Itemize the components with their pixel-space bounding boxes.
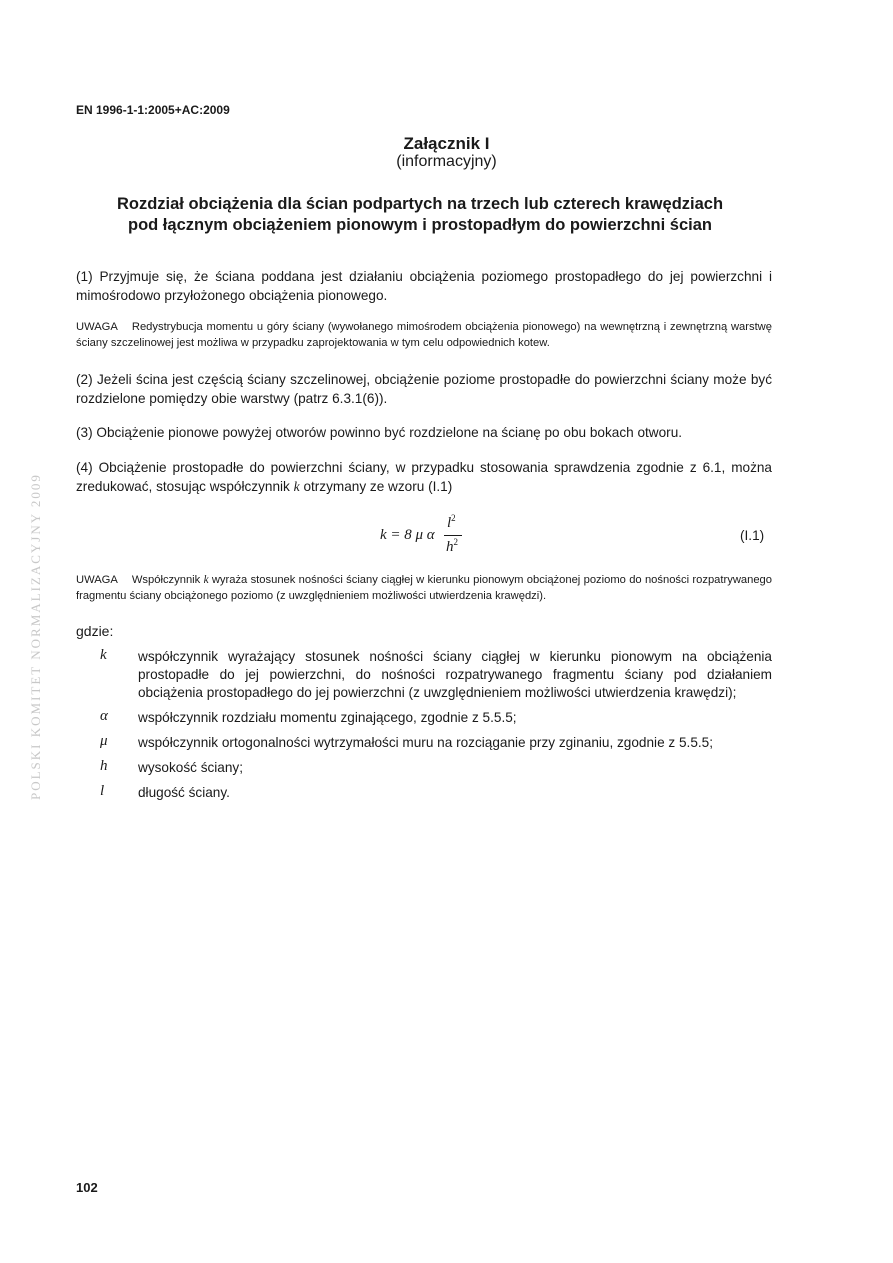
note-1-label: UWAGA — [76, 321, 118, 333]
equation-number: (I.1) — [740, 528, 765, 543]
note-1 — [76, 319, 772, 351]
formula-numerator-base: l — [447, 515, 452, 531]
definition-symbol: l — [100, 783, 105, 799]
paragraph-4 — [76, 458, 772, 496]
annex-subtitle: (informacyjny) — [396, 153, 497, 170]
formula-lhs: k = 8 μ α — [380, 527, 435, 543]
formula-numerator-exponent: 2 — [451, 513, 456, 523]
definition-text: współczynnik wyrażający stosunek nośności ściany ciągłej w kierunku pionowym na obciążenia prostopadłe do jej powierzchni, do nośności rozpatrywanego fragmentu ściany pod działaniem obciążenia prostopadłego do jej powierzchni (z uwzględnieniem możliwości utwierdzenia krawędzi); — [138, 649, 772, 700]
note-2-text-b: wyraża stosunek nośności ściany ciągłej w kierunku pionowym obciążonej poziomo do nośności rozpatrywanego fragmentu ściany obciążonego poziomo (z uwzględnieniem możliwości utwierdzenia krawędzi). — [76, 574, 773, 602]
paragraph-1: (1) Przyjmuje się, że ściana poddana jest działaniu obciążenia poziomego prostopadłego do jej powierzchni i mimośrodowo przyłożonego obciążenia pionowego. — [76, 269, 772, 303]
note-2-label: UWAGA — [76, 574, 118, 586]
definition-symbol: α — [100, 708, 108, 724]
fraction-bar — [444, 535, 462, 536]
annex-title: Załącznik I — [403, 134, 490, 153]
note-2-text-a: Współczynnik — [131, 574, 201, 586]
section-heading-line-2: pod łącznym obciążeniem pionowym i prostopadłym do powierzchni ścian — [127, 216, 712, 234]
paragraph-4-symbol-k: k — [293, 479, 300, 494]
definition-symbol: h — [100, 758, 108, 774]
paragraph-4-text-a: (4) Obciążenie prostopadłe do powierzchni ściany, w przypadku stosowania sprawdzenia zgodnie z 6.1, można zredukować, stosując współczynnik — [76, 460, 772, 494]
formula-i1 — [380, 513, 500, 557]
definition-symbol: k — [100, 647, 107, 663]
document-id: EN 1996-1-1:2005+AC:2009 — [76, 103, 230, 117]
formula-denominator-base: h — [446, 539, 454, 555]
definition-text: długość ściany. — [138, 785, 230, 800]
note-1-text: Redystrybucja momentu u góry ściany (wywołanego mimośrodem obciążenia pionowego) na wewnętrzną i zewnętrzną warstwę ściany szczelinowej jest możliwa w przypadku zaprojektowania w tym celu odpowiednich kotew. — [76, 321, 772, 349]
formula-denominator-exponent: 2 — [453, 537, 458, 547]
section-heading-line-1: Rozdział obciążenia dla ścian podpartych na trzech lub czterech krawędziach — [116, 195, 724, 213]
definitions-label: gdzie: — [76, 623, 114, 639]
watermark: POLSKI KOMITET NORMALIZACYJNY 2009 — [28, 473, 43, 800]
definition-text: wysokość ściany; — [138, 760, 244, 775]
formula-numerator — [447, 513, 456, 532]
page-number: 102 — [76, 1180, 98, 1195]
section-heading — [90, 194, 750, 236]
paragraph-4-text-b: otrzymany ze wzoru (I.1) — [303, 479, 453, 494]
definition-symbol: μ — [100, 733, 108, 749]
definition-text: współczynnik rozdziału momentu zginającego, zgodnie z 5.5.5; — [138, 710, 517, 725]
note-2 — [76, 572, 772, 604]
note-2-symbol-k: k — [203, 574, 209, 586]
paragraph-3: (3) Obciążenie pionowe powyżej otworów powinno być rozdzielone na ścianę po obu bokach otworu. — [76, 425, 683, 440]
definition-text: współczynnik ortogonalności wytrzymałości muru na rozciąganie przy zginaniu, zgodnie z 5.5.5; — [138, 735, 713, 750]
formula-denominator — [446, 537, 458, 556]
paragraph-2: (2) Jeżeli ścina jest częścią ściany szczelinowej, obciążenie poziome prostopadłe do powierzchni ściany może być rozdzielone pomiędzy obie warstwy (patrz 6.3.1(6)). — [76, 372, 772, 406]
